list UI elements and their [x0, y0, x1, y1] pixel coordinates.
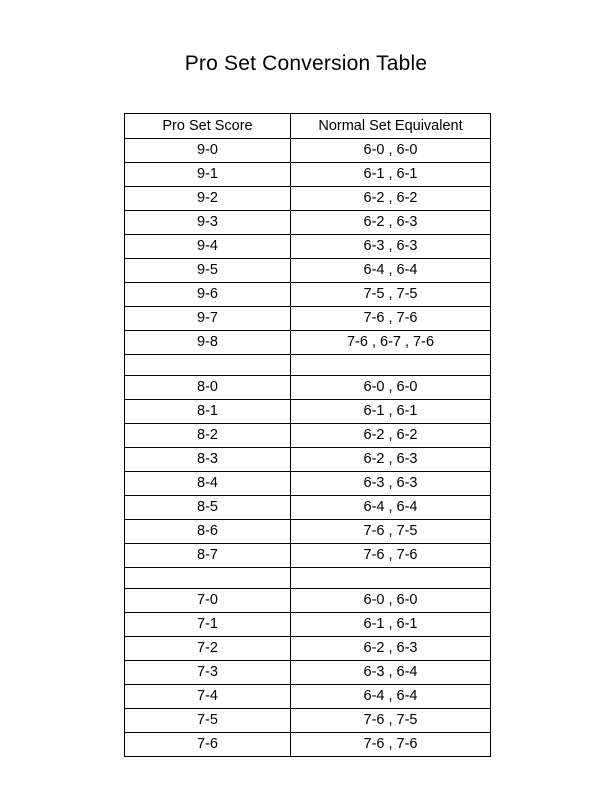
cell-normal-set-equivalent: 6-2 , 6-3 — [291, 637, 491, 661]
column-header-normal-set-equivalent: Normal Set Equivalent — [291, 114, 491, 139]
table-row — [125, 424, 491, 448]
cell-normal-set-equivalent: 7-6 , 7-6 — [291, 307, 491, 331]
cell-normal-set-equivalent: 7-6 , 7-5 — [291, 520, 491, 544]
cell-normal-set-equivalent: 6-1 , 6-1 — [291, 400, 491, 424]
cell-normal-set-equivalent: 7-6 , 7-5 — [291, 709, 491, 733]
cell-normal-set-equivalent: 7-5 , 7-5 — [291, 283, 491, 307]
cell-normal-set-equivalent: 6-0 , 6-0 — [291, 376, 491, 400]
table-row — [125, 163, 491, 187]
cell-pro-set-score: 9-8 — [125, 331, 291, 355]
cell-pro-set-score: 8-2 — [125, 424, 291, 448]
spacer-cell — [125, 355, 291, 376]
cell-pro-set-score: 7-3 — [125, 661, 291, 685]
cell-normal-set-equivalent: 6-2 , 6-3 — [291, 211, 491, 235]
table-row — [125, 307, 491, 331]
table-row — [125, 637, 491, 661]
table-row — [125, 211, 491, 235]
cell-normal-set-equivalent: 6-3 , 6-3 — [291, 235, 491, 259]
cell-pro-set-score: 9-3 — [125, 211, 291, 235]
table-row — [125, 613, 491, 637]
cell-pro-set-score: 9-0 — [125, 139, 291, 163]
cell-pro-set-score: 9-6 — [125, 283, 291, 307]
pro-set-conversion-table — [124, 113, 491, 757]
spacer-cell — [125, 568, 291, 589]
spacer-cell — [291, 355, 491, 376]
cell-normal-set-equivalent: 6-2 , 6-2 — [291, 187, 491, 211]
cell-pro-set-score: 8-4 — [125, 472, 291, 496]
cell-pro-set-score: 8-7 — [125, 544, 291, 568]
table-row — [125, 448, 491, 472]
page-title: Pro Set Conversion Table — [184, 52, 428, 75]
cell-normal-set-equivalent: 6-0 , 6-0 — [291, 139, 491, 163]
cell-normal-set-equivalent: 6-2 , 6-3 — [291, 448, 491, 472]
cell-pro-set-score: 7-6 — [125, 733, 291, 757]
table-header-row — [125, 114, 491, 139]
cell-pro-set-score: 7-4 — [125, 685, 291, 709]
table-row — [125, 283, 491, 307]
cell-pro-set-score: 8-1 — [125, 400, 291, 424]
column-header-pro-set-score: Pro Set Score — [125, 114, 291, 139]
spacer-cell — [291, 568, 491, 589]
cell-pro-set-score: 7-2 — [125, 637, 291, 661]
cell-pro-set-score: 8-6 — [125, 520, 291, 544]
table-row — [125, 589, 491, 613]
table-group-separator — [125, 568, 491, 589]
cell-pro-set-score: 7-0 — [125, 589, 291, 613]
cell-normal-set-equivalent: 7-6 , 7-6 — [291, 544, 491, 568]
cell-normal-set-equivalent: 6-2 , 6-2 — [291, 424, 491, 448]
cell-pro-set-score: 8-5 — [125, 496, 291, 520]
table-row — [125, 733, 491, 757]
cell-normal-set-equivalent: 6-1 , 6-1 — [291, 613, 491, 637]
cell-pro-set-score: 8-0 — [125, 376, 291, 400]
table-row — [125, 472, 491, 496]
cell-pro-set-score: 7-1 — [125, 613, 291, 637]
table-row — [125, 544, 491, 568]
cell-normal-set-equivalent: 6-4 , 6-4 — [291, 496, 491, 520]
cell-pro-set-score: 9-4 — [125, 235, 291, 259]
cell-pro-set-score: 9-5 — [125, 259, 291, 283]
table-row — [125, 520, 491, 544]
cell-normal-set-equivalent: 7-6 , 6-7 , 7-6 — [291, 331, 491, 355]
cell-pro-set-score: 9-1 — [125, 163, 291, 187]
table-row — [125, 139, 491, 163]
conversion-table-container — [124, 113, 488, 757]
table-row — [125, 685, 491, 709]
cell-pro-set-score: 7-5 — [125, 709, 291, 733]
table-row — [125, 661, 491, 685]
table-row — [125, 331, 491, 355]
table-row — [125, 235, 491, 259]
table-row — [125, 496, 491, 520]
table-body — [125, 139, 491, 757]
cell-pro-set-score: 9-7 — [125, 307, 291, 331]
cell-normal-set-equivalent: 6-4 , 6-4 — [291, 259, 491, 283]
table-row — [125, 709, 491, 733]
table-group-separator — [125, 355, 491, 376]
table-row — [125, 187, 491, 211]
cell-normal-set-equivalent: 7-6 , 7-6 — [291, 733, 491, 757]
cell-normal-set-equivalent: 6-3 , 6-3 — [291, 472, 491, 496]
table-header — [125, 114, 491, 139]
cell-normal-set-equivalent: 6-3 , 6-4 — [291, 661, 491, 685]
cell-normal-set-equivalent: 6-0 , 6-0 — [291, 589, 491, 613]
cell-normal-set-equivalent: 6-4 , 6-4 — [291, 685, 491, 709]
cell-pro-set-score: 9-2 — [125, 187, 291, 211]
cell-pro-set-score: 8-3 — [125, 448, 291, 472]
table-row — [125, 376, 491, 400]
table-row — [125, 400, 491, 424]
table-row — [125, 259, 491, 283]
cell-normal-set-equivalent: 6-1 , 6-1 — [291, 163, 491, 187]
